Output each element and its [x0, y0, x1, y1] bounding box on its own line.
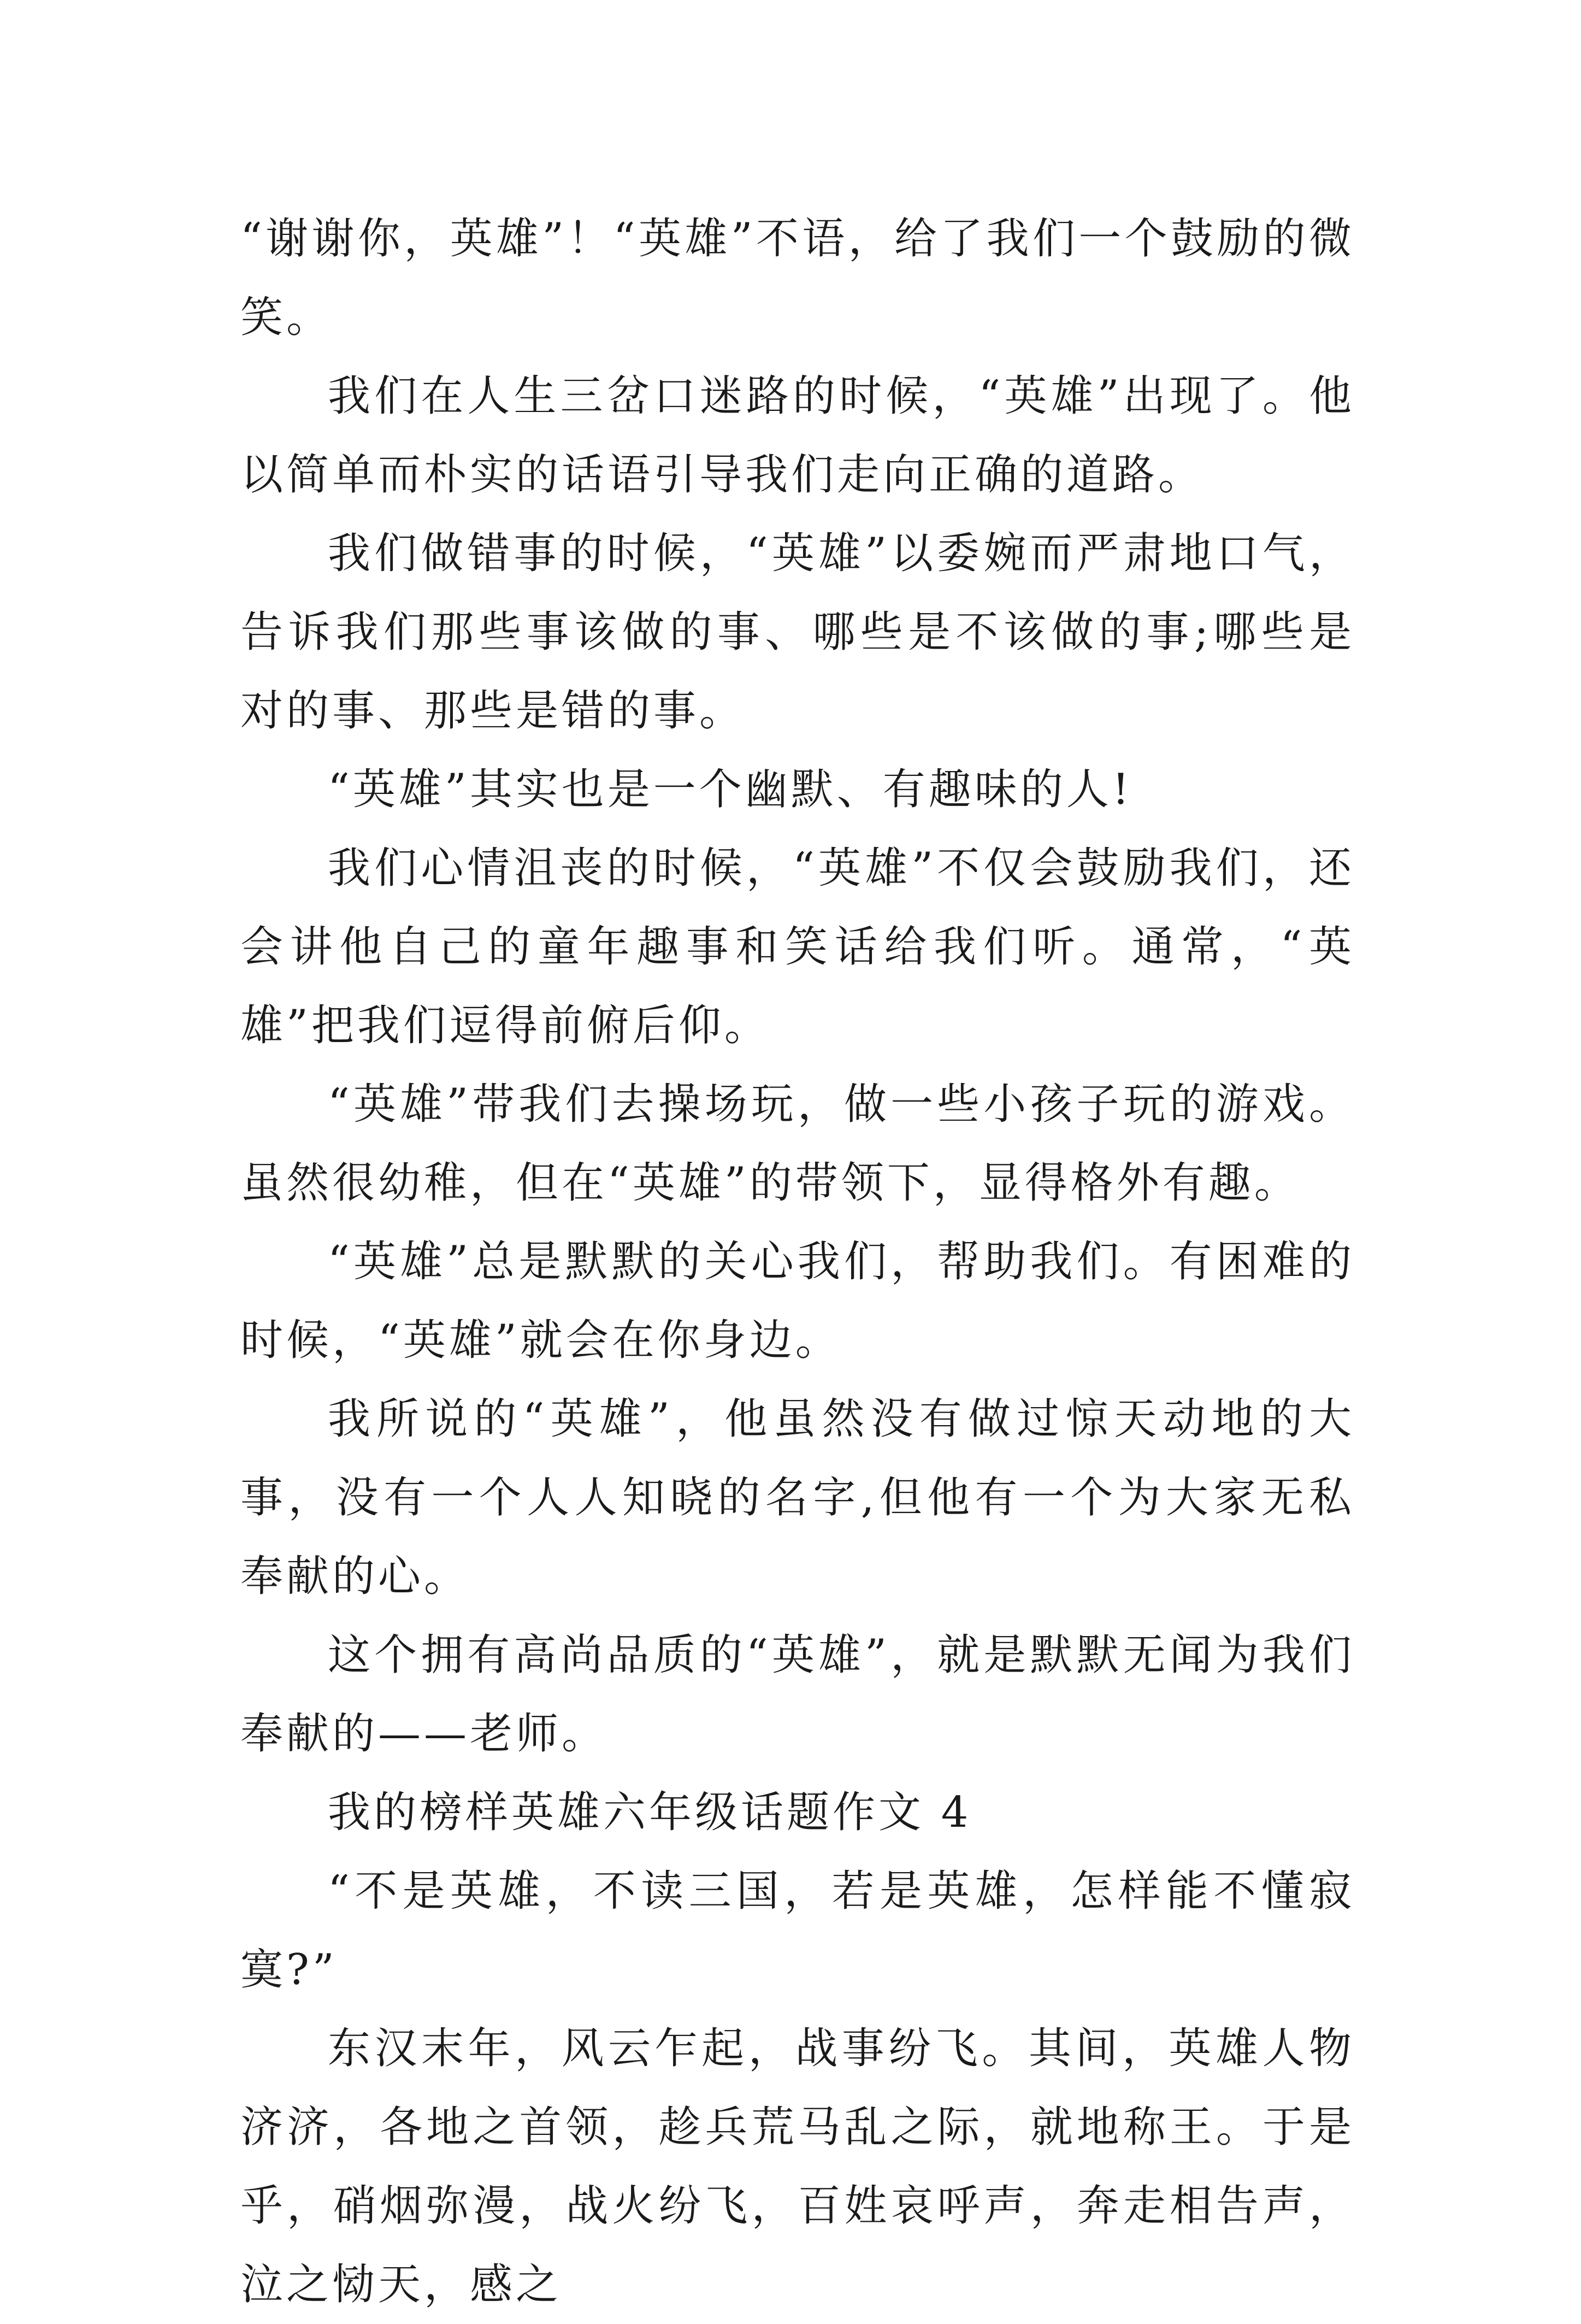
paragraph-9: 这个拥有高尚品质的“英雄”，就是默默无闻为我们奉献的——老师。	[240, 1631, 1355, 1758]
paragraph-7: “英雄”总是默默的关心我们，帮助我们。有困难的时候，“英雄”就会在你身边。	[240, 1237, 1355, 1365]
paragraph-2: 我们在人生三岔口迷路的时候，“英雄”出现了。他以简单而朴实的话语引导我们走向正确的道路。	[240, 372, 1355, 499]
paragraph-11: “不是英雄，不读三国，若是英雄，怎样能不懂寂寞?”	[240, 1867, 1355, 1994]
paragraph-12: 东汉末年，风云乍起，战事纷飞。其间，英雄人物济济，各地之首领，趁兵荒马乱之际，就地称王。于是乎，硝烟弥漫，战火纷飞，百姓哀呼声，奔走相告声，泣之恸天，感之	[240, 2024, 1355, 2309]
paragraph-6: “英雄”带我们去操场玩，做一些小孩子玩的游戏。虽然很幼稚，但在“英雄”的带领下，显得格外有趣。	[240, 1080, 1355, 1208]
paragraph-3: 我们做错事的时候，“英雄”以委婉而严肃地口气，告诉我们那些事该做的事、哪些是不该做的事;哪些是对的事、那些是错的事。	[240, 529, 1355, 736]
paragraph-1: “谢谢你，英雄”！“英雄”不语，给了我们一个鼓励的微笑。	[240, 214, 1355, 342]
section-heading: 我的榜样英雄六年级话题作文 4	[328, 1788, 972, 1837]
paragraph-8: 我所说的“英雄”，他虽然没有做过惊天动地的大事，没有一个人人知晓的名字,但他有一个为大家无私奉献的心。	[240, 1395, 1355, 1601]
essay-text	[240, 199, 1355, 2324]
paragraph-5: 我们心情沮丧的时候，“英雄”不仅会鼓励我们，还会讲他自己的童年趣事和笑话给我们听。通常，“英雄”把我们逗得前俯后仰。	[240, 844, 1355, 1050]
paragraph-4: “英雄”其实也是一个幽默、有趣味的人!	[328, 765, 1133, 814]
